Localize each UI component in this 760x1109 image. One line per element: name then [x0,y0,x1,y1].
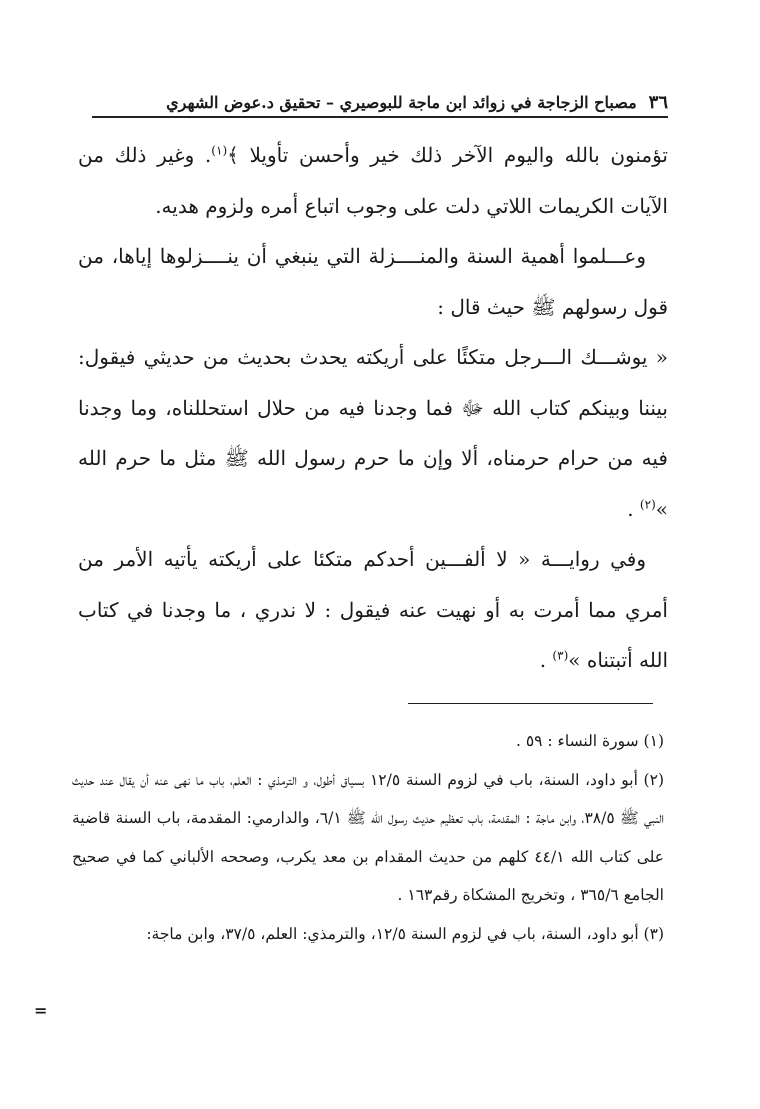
paragraph-2: وعـــلموا أهمية السنة والمنــــزلة التي ينبغي أن ينــــزلوها إياها، من قول رسولهم ﷺ حيث قال : [78,244,668,319]
continuation-mark: = [34,1001,48,1020]
paragraph-4 [78,534,668,686]
footnote-ref-3[interactable]: (٣) [552,648,569,663]
footnote-3: (٣) أبو داود، السنة، باب في لزوم السنة ١٢/٥، والترمذي: العلم، ٣٧/٥، وابن ماجة: [146,924,664,943]
verse-ending: تؤمنون بالله واليوم الآخر ذلك خير وأحسن تأويلا ﴾ [227,143,668,167]
running-header [92,88,668,118]
footnotes [72,722,664,953]
paragraph-1 [78,130,668,231]
hadith-quote: « يوشـــك الـــرجل متكئًا على أريكته يحدث بحديث من حديثي فيقول: بيننا وبينكم كتاب الله ﷻ فما وجدنا فيه من حلال استحللناه، وما وجدنا فيه من حرام حرمناه، ألا وإن ما حرم رسول الله ﷺ مثل ما حرم الله » [78,345,668,521]
paragraph-4-end: . [539,648,553,672]
footnote-2: (٢) أبو داود، السنة، باب في لزوم السنة ١٢/٥ بسياق أطول، و الترمذي : العلم، باب ما نهى عنه أن يقال عند حديث النبي ﷺ ٣٨/٥، وابن ماجة : المقدمة، باب تعظيم حديث رسول الله ﷺ ٦/١، والدارمي: المقدمة، باب السنة قاضية على كتاب الله ٤٤/١ كلهم من حديث المقدام بن معد يكرب، وصححه الألباني كما في صحيح الجامع ٣٦٥/٦ ، وتخريج المشكاة رقم١٦٣ . [72,770,665,904]
paragraph-1-rest: . وغير ذلك من الآيات الكريمات اللاتي دلت على وجوب اتباع أمره ولزوم هديه. [78,143,668,218]
paragraph-3-end: . [627,496,640,521]
narration-text: وفي روايـــة « لا ألفـــين أحدكم متكئا على أريكته يأتيه الأمر من أمري مما أمرت به أو نهيت عنه فيقول : لا ندري ، ما وجدنا في كتاب الله أتبتناه » [78,547,668,672]
page-number: ٣٦ [648,91,668,113]
footnote-ref-1[interactable]: (١) [211,143,228,158]
running-title: مصباح الزجاجة في زوائد ابن ماجة للبوصيري – تحقيق د.عوض الشهري [166,92,637,112]
main-text [78,130,668,686]
footnote-1: (١) سورة النساء : ٥٩ . [515,732,664,750]
paragraph-3 [78,332,668,534]
footnote-ref-2[interactable]: (٢) [639,496,656,511]
footnote-divider [408,703,653,704]
